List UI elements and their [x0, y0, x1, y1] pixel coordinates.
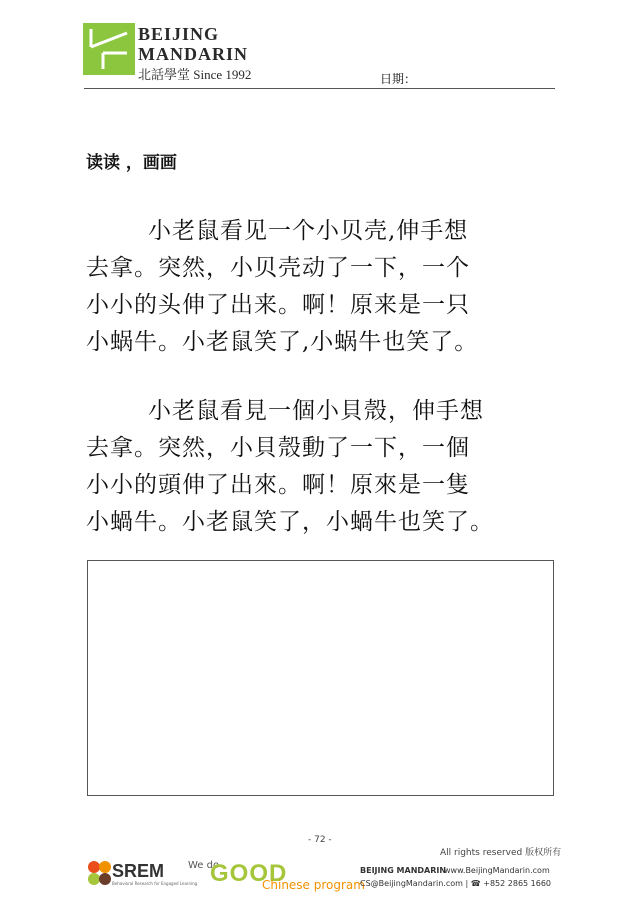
- footer-brand: BEIJING MANDARIN: [360, 866, 447, 875]
- rights-notice: All rights reserved 版权所有: [440, 848, 562, 858]
- chinese-program-label: Chinese program: [262, 878, 365, 892]
- website-link[interactable]: www.BeijingMandarin.com: [444, 866, 550, 875]
- header-divider: [84, 88, 555, 89]
- srem-subtitle: Behavioral Research for Engaged Learning: [112, 881, 198, 886]
- exercise-title: 读读 ，画画: [86, 153, 177, 173]
- date-label: 日期：: [380, 72, 417, 86]
- paragraph-line: 小小的头伸了出来。啊！原来是一只: [86, 292, 470, 318]
- paragraph-line: 小蝸牛。小老鼠笑了，小蝸牛也笑了。: [86, 509, 494, 535]
- we-do-label: We do: [188, 860, 220, 871]
- brand-name: [138, 24, 251, 84]
- brand-tagline: 北話學堂 Since 1992: [138, 67, 252, 82]
- beijing-mandarin-logo-icon: [83, 23, 135, 75]
- paragraph-line: 去拿。突然，小贝壳动了一下，一个: [86, 255, 470, 281]
- paragraph-line: 小老鼠看見一個小貝殼，伸手想: [148, 398, 484, 424]
- paragraph-line: 小蜗牛。小老鼠笑了,小蜗牛也笑了。: [86, 329, 479, 355]
- page-number: - 72 -: [308, 835, 332, 845]
- simplified-paragraph: [86, 213, 556, 361]
- contact-info[interactable]: CS@BeijingMandarin.com | ☎ +852 2865 1660: [360, 879, 552, 888]
- brand-line-1: BEIJING: [138, 24, 220, 44]
- good-wordmark: GOOD: [210, 860, 288, 887]
- paragraph-line: 去拿。突然，小貝殼動了一下，一個: [86, 435, 470, 461]
- srem-wordmark: SREM: [112, 861, 165, 881]
- paragraph-line: 小小的頭伸了出來。啊！原來是一隻: [86, 472, 470, 498]
- brand-line-2: MANDARIN: [138, 44, 248, 64]
- drawing-area[interactable]: [87, 560, 554, 796]
- paragraph-line: 小老鼠看见一个小贝壳,伸手想: [148, 218, 469, 244]
- traditional-paragraph: [86, 393, 556, 541]
